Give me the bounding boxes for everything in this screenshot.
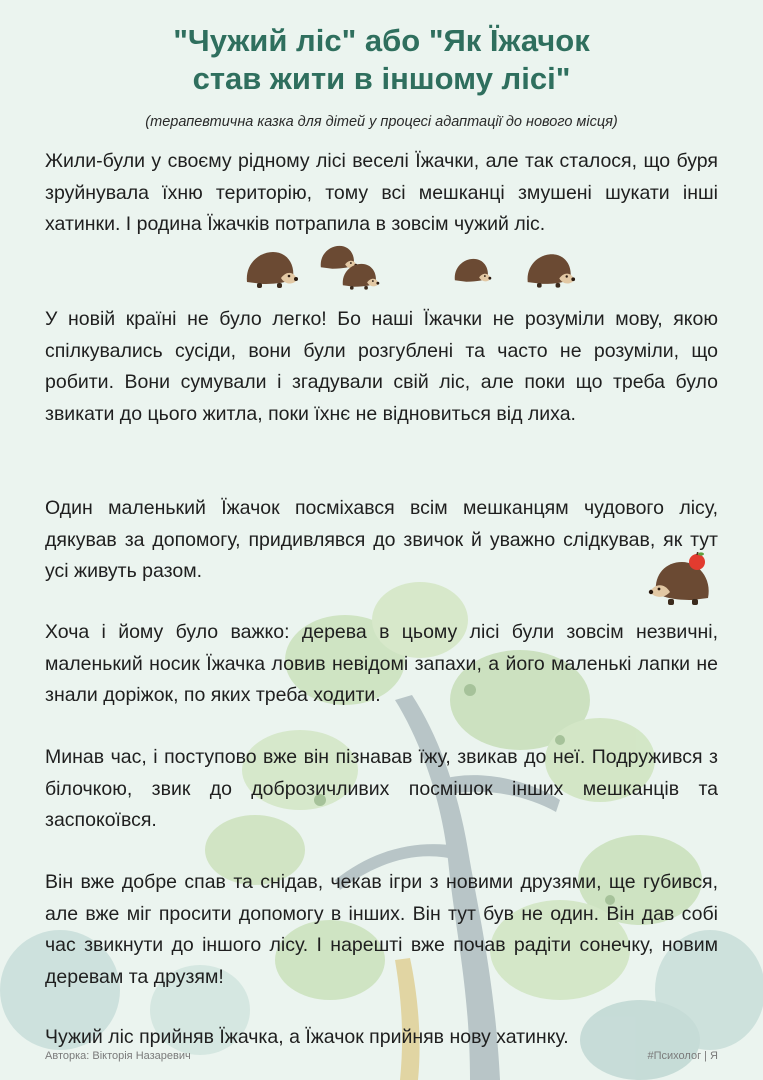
title-line-1: "Чужий ліс" або "Як Їжачок: [173, 23, 590, 58]
paragraph-5: Минав час, і поступово вже він пізнавав їжу, звикав до неї. Подружився з білочкою, звик до доброзичливих посмішок інших мешканців та заспокоївся.: [45, 746, 718, 831]
hedgehog-family-icon: [452, 256, 492, 286]
paragraph-4: Хоча і йому було важко: дерева в цьому лісі були зовсім незвичні, маленький носик Їжачка ловив невідомі запахи, а його маленькі лапки не знали доріжок, по яких треба ходити.: [45, 621, 718, 706]
paragraph-6: Він вже добре спав та снідав, чекав ігри з новими друзями, ще губився, але вже міг просити допомогу в інших. Він тут був не один. Він дав собі час звикнути до іншого лісу. І нарешті вже почав радіти сонечку, новим деревам та друзям!: [45, 871, 718, 988]
hedgehog-family-icon: [243, 248, 299, 290]
hedgehog-family-icon: [524, 250, 576, 290]
title-line-2: став жити в іншому лісі": [192, 61, 571, 96]
paragraph-2: У новій країні не було легко! Бо наші Їжачки не розуміли мову, якою спілкувались сусіди, вони були розгублені та часто не розуміли, що робити. Вони сумували і згадували свій ліс, але поки що треба було звикати до цього житла, поки їхнє не відновиться від лиха.: [45, 308, 718, 425]
paragraph-7: Чужий ліс прийняв Їжачка, а Їжачок прийняв нову хатинку.: [45, 1026, 569, 1048]
hedgehog-with-apple-icon: [648, 552, 716, 608]
page-title: [0, 22, 763, 98]
footer-author: Авторка: Вікторія Назаревич: [45, 1050, 191, 1062]
subtitle: (терапевтична казка для дітей у процесі адаптації до нового місця): [145, 114, 618, 130]
hedgehog-family-icon: [340, 260, 380, 292]
paragraph-3: Один маленький Їжачок посміхався всім мешканцям чудового лісу, дякував за допомогу, придивлявся до звичок й уважно слідкував, як тут усі живуть разом.: [45, 497, 718, 582]
paragraph-1: Жили-були у своєму рідному лісі веселі Їжачки, але так сталося, що буря зруйнувала їхню територію, тому всі мешканці змушені шукати інші хатинки. І родина Їжачків потрапила в зовсім чужий ліс.: [45, 150, 718, 235]
footer-tag: #Психолог | Я: [647, 1050, 718, 1062]
